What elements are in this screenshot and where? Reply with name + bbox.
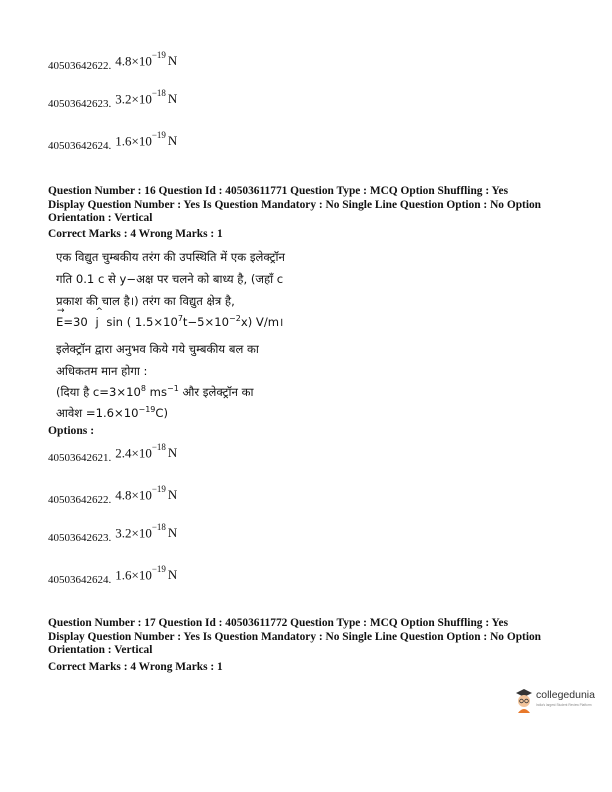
logo-name: collegedunia <box>536 689 595 701</box>
header-line: Question Number : 16 Question Id : 40503611771 Question Type : MCQ Option Shuffling : Yes <box>48 185 508 197</box>
option-row <box>48 564 178 587</box>
question-16-text-2 <box>56 338 306 382</box>
collegedunia-logo <box>514 686 606 718</box>
question-text-line: एक विद्युत चुम्बकीय तरंग की उपस्थिति में एक इलेक्ट्रॉन <box>56 250 285 264</box>
question-text-line: अधिकतम मान होगा : <box>56 364 148 378</box>
question-text-line: इलेक्ट्रॉन द्वारा अनुभव किये गये चुम्बकीय बल का <box>56 342 259 356</box>
header-line: Display Question Number : Yes Is Question Mandatory : No Single Line Question Option : No Option <box>48 630 542 643</box>
option-id: 40503642623. <box>48 532 112 545</box>
given-charge: आवेश $=1.6\times 10^{-19}C$) <box>56 405 168 420</box>
option-value: $1.6\times 10^{-19}$ N <box>115 130 178 149</box>
header-line: Orientation : Vertical <box>48 644 153 657</box>
option-row <box>48 442 178 465</box>
question-16-header <box>48 185 578 226</box>
option-row <box>48 130 178 153</box>
option-row <box>48 50 178 73</box>
unit-vector-j: ^ j <box>95 306 104 329</box>
question-16-marks: Correct Marks : 4 Wrong Marks : 1 <box>48 228 223 240</box>
question-17-header <box>48 617 578 658</box>
option-row <box>48 484 178 507</box>
option-value: $2.4\times 10^{-18}$ N <box>115 442 178 461</box>
graduate-mascot-icon <box>514 688 534 714</box>
option-value: $3.2\times 10^{-18}$ N <box>115 522 178 541</box>
options-label: Options : <box>48 424 95 437</box>
option-id: 40503642624. <box>48 574 112 587</box>
option-value: $3.2\times 10^{-18}$ N <box>115 88 178 107</box>
option-row <box>48 522 178 545</box>
question-17-marks: Correct Marks : 4 Wrong Marks : 1 <box>48 661 223 673</box>
vector-e: → E <box>56 305 65 329</box>
header-line: Orientation : Vertical <box>48 212 153 225</box>
option-id: 40503642624. <box>48 140 112 153</box>
option-id: 40503642621. <box>48 452 112 465</box>
option-value: $1.6\times 10^{-19}$ N <box>115 564 178 583</box>
logo-tagline: India's largest Student Review Platform <box>536 703 592 707</box>
header-line: Display Question Number : Yes Is Question Mandatory : No Single Line Question Option : No Option <box>48 198 542 211</box>
electric-field-equation: → E=30 ^ j sin ( $1.5\times 10^7t-5\times 10^{-2}x$) V/m। <box>56 305 284 329</box>
option-id: 40503642623. <box>48 98 112 111</box>
vector-arrow-icon: → <box>57 305 65 316</box>
header-line: Question Number : 17 Question Id : 40503611772 Question Type : MCQ Option Shuffling : Yes <box>48 617 508 629</box>
given-values: (दिया है $c=3\times 10^8$ $ms^{-1}$ और इलेक्ट्रॉन का <box>56 384 254 399</box>
option-value: $4.8\times 10^{-19}$ N <box>115 50 178 69</box>
question-text-line: प्रकाश की चाल है।) तरंग का विद्युत क्षेत्र है, <box>56 294 235 308</box>
option-row <box>48 88 178 111</box>
hat-icon: ^ <box>95 306 104 317</box>
question-16-text <box>56 246 306 312</box>
question-text-line: गति 0.1 c से y−अक्ष पर चलने को बाध्य है, (जहाँ c <box>56 272 284 286</box>
option-id: 40503642622. <box>48 60 112 73</box>
option-value: $4.8\times 10^{-19}$ N <box>115 484 178 503</box>
option-id: 40503642622. <box>48 494 112 507</box>
